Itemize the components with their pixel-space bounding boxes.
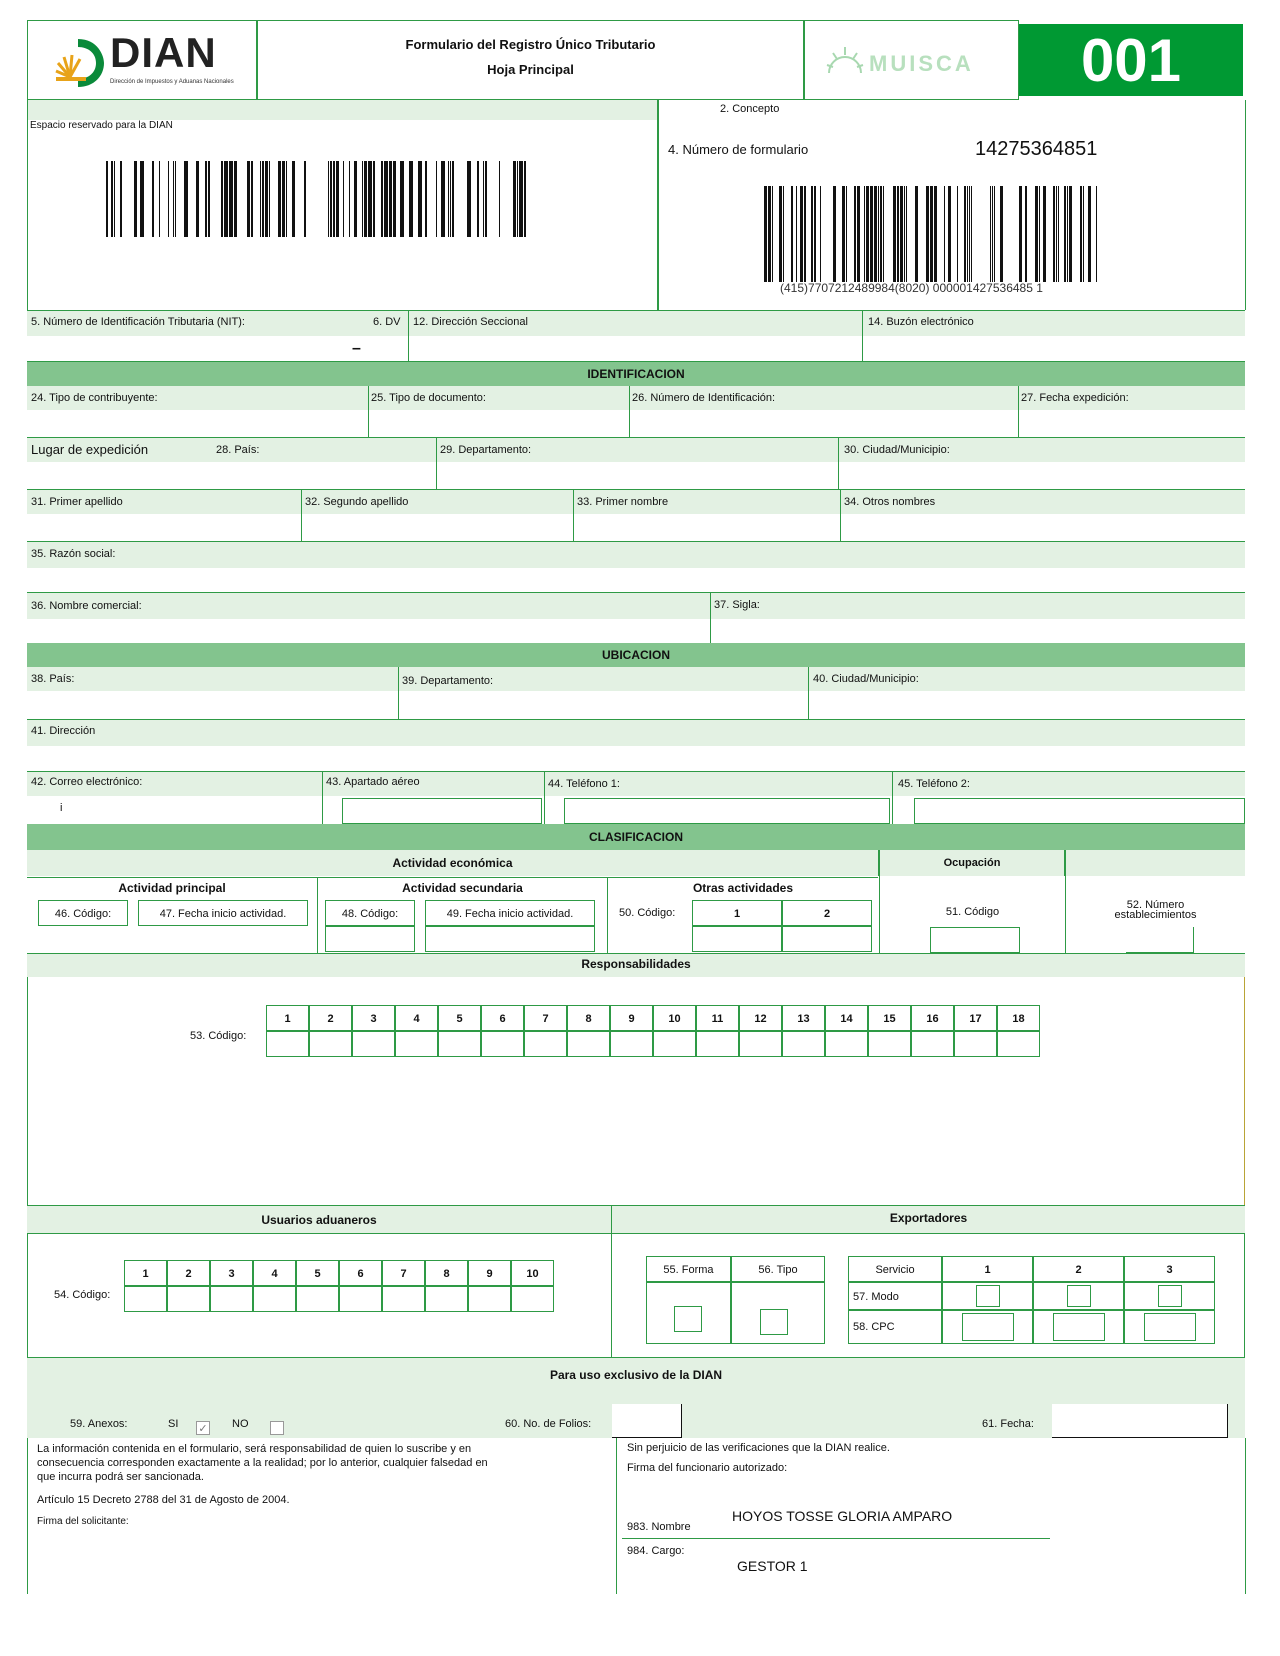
apartado-label: 43. Apartado aéreo <box>326 776 420 788</box>
usuarios-input-4[interactable] <box>253 1286 296 1312</box>
resp-header-10: 10 <box>653 1005 696 1031</box>
resp-input-6[interactable] <box>481 1031 524 1057</box>
ocupacion-header-filler <box>1066 850 1245 876</box>
tipo-contribuyente-label: 24. Tipo de contribuyente: <box>31 392 158 404</box>
fecha61-input[interactable] <box>1052 1404 1228 1438</box>
codigo53-label: 53. Código: <box>190 1030 247 1042</box>
resp-input-11[interactable] <box>696 1031 739 1057</box>
dian-logo-icon <box>48 31 108 91</box>
form-code: 001 <box>1080 27 1182 94</box>
resp-input-2[interactable] <box>309 1031 352 1057</box>
codigo48-label: 48. Código: <box>325 900 415 926</box>
actividad-secundaria-header: Actividad secundaria <box>318 877 607 897</box>
top-left-border <box>27 100 28 310</box>
anexos-si-label: SI <box>168 1418 179 1430</box>
row-36-div <box>710 593 711 643</box>
servicio-header-3: 3 <box>1124 1256 1215 1282</box>
footer-right-1: Sin perjuicio de las verificaciones que la DIAN realice. <box>627 1442 890 1454</box>
fecha61-label: 61. Fecha: <box>982 1418 1034 1430</box>
codigo46-label: 46. Código: <box>38 900 128 926</box>
resp-header-2: 2 <box>309 1005 352 1031</box>
codigo48-input[interactable] <box>325 926 415 952</box>
ubicacion-heading: UBICACION <box>27 643 1245 667</box>
tipo-input[interactable] <box>760 1309 788 1335</box>
responsabilidades-header: Responsabilidades <box>27 953 1245 977</box>
resp-header-15: 15 <box>868 1005 911 1031</box>
modo-label: 57. Modo <box>848 1282 942 1310</box>
departamento-39-label: 39. Departamento: <box>402 675 494 687</box>
exportadores-header: Exportadores <box>612 1205 1245 1233</box>
resp-header-9: 9 <box>610 1005 653 1031</box>
resp-header-17: 17 <box>954 1005 997 1031</box>
forma-label: 55. Forma <box>646 1256 731 1282</box>
footer-left-border <box>27 1438 28 1594</box>
ocupacion-header: Ocupación <box>880 850 1065 876</box>
top-right-border <box>1245 100 1246 310</box>
resp-input-15[interactable] <box>868 1031 911 1057</box>
form-number: 14275364851 <box>975 138 1098 160</box>
servicio-header-2: 2 <box>1033 1256 1124 1282</box>
clas-div-3 <box>879 850 880 953</box>
dian-logo-text: DIAN <box>110 29 217 76</box>
num-establecimientos-input[interactable] <box>1126 927 1194 953</box>
usuarios-input-1[interactable] <box>124 1286 167 1312</box>
razon-social-label: 35. Razón social: <box>31 548 116 560</box>
row-28-div-2 <box>838 438 839 490</box>
buzon-label: 14. Buzón electrónico <box>868 316 974 328</box>
resp-input-8[interactable] <box>567 1031 610 1057</box>
row-31-div-3 <box>840 490 841 542</box>
numero-identificacion-label: 26. Número de Identificación: <box>632 392 776 404</box>
fecha-expedicion-label: 27. Fecha expedición: <box>1021 392 1129 404</box>
cargo-label: 984. Cargo: <box>627 1545 685 1557</box>
footer-mid-border <box>616 1438 617 1594</box>
form-title-box <box>257 20 804 100</box>
footer-articulo: Artículo 15 Decreto 2788 del 31 de Agosto de 2004. <box>37 1494 290 1506</box>
footer-disclaimer-2: consecuencia corresponden exactamente a la realidad; por lo anterior, cualquier falsedad en <box>37 1457 488 1469</box>
row-41-band <box>27 720 1245 746</box>
actividad-economica-header: Actividad económica <box>27 850 879 876</box>
row-28-div-1 <box>436 438 437 490</box>
ids-div-2 <box>862 310 863 362</box>
firma-solicitante-label: Firma del solicitante: <box>37 1516 129 1527</box>
footer-disclaimer-3: que incurra podrá ser sancionada. <box>37 1471 204 1483</box>
servicio-modo-input-1[interactable] <box>976 1285 1000 1307</box>
sigla-label: 37. Sigla: <box>714 599 760 611</box>
fecha49-label: 49. Fecha inicio actividad. <box>425 900 595 926</box>
resp-input-7[interactable] <box>524 1031 567 1057</box>
nit-label: 5. Número de Identificación Tributaria (NIT): <box>31 316 245 328</box>
form-number-barcode <box>764 186 1098 282</box>
nombre-value: HOYOS TOSSE GLORIA AMPARO <box>732 1508 953 1524</box>
resp-header-13: 13 <box>782 1005 825 1031</box>
seccional-label: 12. Dirección Seccional <box>413 316 528 328</box>
anexos-no-label: NO <box>232 1418 249 1430</box>
ciudad-30-label: 30. Ciudad/Municipio: <box>844 444 950 456</box>
usuarios-header-2: 2 <box>167 1260 210 1286</box>
direccion-label: 41. Dirección <box>31 725 96 737</box>
resp-input-9[interactable] <box>610 1031 653 1057</box>
usuarios-input-8[interactable] <box>425 1286 468 1312</box>
usuarios-input-5[interactable] <box>296 1286 339 1312</box>
servicio-header-1: 1 <box>942 1256 1033 1282</box>
resp-header-5: 5 <box>438 1005 481 1031</box>
usuarios-header-1: 1 <box>124 1260 167 1286</box>
telefono2-label: 45. Teléfono 2: <box>898 778 970 790</box>
pais-38-label: 38. País: <box>31 673 75 685</box>
usuarios-aduaneros-header: Usuarios aduaneros <box>27 1205 612 1233</box>
resp-input-13[interactable] <box>782 1031 825 1057</box>
form-number-label: 4. Número de formulario <box>668 142 809 157</box>
segundo-apellido-label: 32. Segundo apellido <box>305 496 409 508</box>
form-title: Formulario del Registro Único Tributario <box>405 37 656 52</box>
codigo50-label: 50. Código: <box>619 907 676 919</box>
resp-input-16[interactable] <box>911 1031 954 1057</box>
resp-header-1: 1 <box>266 1005 309 1031</box>
servicio-modo-input-3[interactable] <box>1158 1285 1182 1307</box>
resp-input-10[interactable] <box>653 1031 696 1057</box>
nombre-label: 983. Nombre <box>627 1521 691 1533</box>
firma-funcionario-label: Firma del funcionario autorizado: <box>627 1462 788 1474</box>
tipo-documento-label: 25. Tipo de documento: <box>371 392 486 404</box>
footer-disclaimer-1: La información contenida en el formulario, será responsabilidad de quien lo suscribe y en <box>37 1443 472 1455</box>
row-35-band <box>27 542 1245 568</box>
row-38-band <box>27 667 1245 691</box>
usuarios-input-9[interactable] <box>468 1286 511 1312</box>
anexos-no-checkbox[interactable] <box>270 1421 284 1435</box>
row-28-band <box>27 438 1245 462</box>
reserved-space-label: Espacio reservado para la DIAN <box>30 120 173 131</box>
row-42-div-3 <box>892 772 893 824</box>
servicio-cpc-input-2[interactable] <box>1053 1313 1105 1341</box>
otras-input-2[interactable] <box>782 926 872 952</box>
concept-label: 2. Concepto <box>720 103 780 115</box>
row-42-band <box>27 772 1245 796</box>
muisca-sun-icon <box>825 43 865 79</box>
muisca-box <box>804 20 1019 100</box>
clasificacion-heading: CLASIFICACION <box>27 824 1245 850</box>
row-38-div-2 <box>808 667 809 719</box>
lugar-expedicion-label: Lugar de expedición <box>31 442 149 457</box>
num-establecimientos-label-2: establecimientos <box>1114 909 1197 921</box>
usuarios-header-3: 3 <box>210 1260 253 1286</box>
telefono2-input[interactable] <box>914 798 1245 824</box>
usuarios-header-8: 8 <box>425 1260 468 1286</box>
muisca-logo-text: MUISCA <box>869 51 974 76</box>
usuarios-input-6[interactable] <box>339 1286 382 1312</box>
aduana-div <box>611 1233 612 1358</box>
otras-col-2: 2 <box>782 900 872 926</box>
row-24-div-2 <box>629 386 630 438</box>
dian-barcode <box>106 161 526 237</box>
codigo54-label: 54. Código: <box>54 1289 111 1301</box>
folios-label: 60. No. de Folios: <box>505 1418 592 1430</box>
usuarios-header-4: 4 <box>253 1260 296 1286</box>
ciudad-40-label: 40. Ciudad/Municipio: <box>813 673 919 685</box>
ids-row-topline <box>27 310 1245 311</box>
resp-header-16: 16 <box>911 1005 954 1031</box>
row-38-div-1 <box>398 667 399 719</box>
forma-input[interactable] <box>674 1306 702 1332</box>
correo-label: 42. Correo electrónico: <box>31 776 143 788</box>
resp-input-3[interactable] <box>352 1031 395 1057</box>
resp-input-4[interactable] <box>395 1031 438 1057</box>
resp-input-17[interactable] <box>954 1031 997 1057</box>
ids-div-1 <box>408 310 409 362</box>
fecha47-label: 47. Fecha inicio actividad. <box>138 900 308 926</box>
usuarios-header-10: 10 <box>511 1260 554 1286</box>
resp-header-12: 12 <box>739 1005 782 1031</box>
cpc-label: 58. CPC <box>848 1310 942 1344</box>
identificacion-heading: IDENTIFICACION <box>27 362 1245 386</box>
row-31-div-2 <box>573 490 574 542</box>
usuarios-header-9: 9 <box>468 1260 511 1286</box>
usuarios-input-3[interactable] <box>210 1286 253 1312</box>
form-code-box <box>1019 24 1243 96</box>
resp-header-11: 11 <box>696 1005 739 1031</box>
actividad-principal-header: Actividad principal <box>27 877 317 897</box>
servicio-modo-input-2[interactable] <box>1067 1285 1091 1307</box>
resp-header-8: 8 <box>567 1005 610 1031</box>
resp-input-12[interactable] <box>739 1031 782 1057</box>
resp-header-6: 6 <box>481 1005 524 1031</box>
resp-header-4: 4 <box>395 1005 438 1031</box>
usuarios-input-2[interactable] <box>167 1286 210 1312</box>
pais-28-label: 28. País: <box>216 444 260 456</box>
resp-input-18[interactable] <box>997 1031 1040 1057</box>
row-31-div-1 <box>301 490 302 542</box>
usuarios-input-10[interactable] <box>511 1286 554 1312</box>
nombre-underline <box>622 1538 1050 1539</box>
dian-use-heading: Para uso exclusivo de la DIAN <box>549 1368 723 1382</box>
primer-apellido-label: 31. Primer apellido <box>31 496 123 508</box>
fecha49-input[interactable] <box>425 926 595 952</box>
servicio-label: Servicio <box>848 1256 942 1282</box>
resp-header-3: 3 <box>352 1005 395 1031</box>
codigo51-input[interactable] <box>930 927 1020 953</box>
dv-label: 6. DV <box>373 316 401 328</box>
correo-value: i <box>60 802 63 814</box>
departamento-29-label: 29. Departamento: <box>440 444 532 456</box>
resp-header-14: 14 <box>825 1005 868 1031</box>
usuarios-header-5: 5 <box>296 1260 339 1286</box>
anexos-si-checkbox[interactable]: ✓ <box>196 1421 210 1435</box>
otras-col-1: 1 <box>692 900 782 926</box>
otras-actividades-header: Otras actividades <box>608 877 878 897</box>
footer-right-border <box>1245 1438 1246 1594</box>
row-24-div-3 <box>1018 386 1019 438</box>
logo-box <box>27 20 257 100</box>
row-36-band <box>27 593 1245 619</box>
row-24-div-1 <box>368 386 369 438</box>
tipo-label: 56. Tipo <box>731 1256 825 1282</box>
otras-input-1[interactable] <box>692 926 782 952</box>
reserved-space-band <box>27 100 657 120</box>
barcode-human-readable: (415)7707212489984(8020) 000001427536485 1 <box>780 281 1043 295</box>
row-42-div-1 <box>322 772 323 824</box>
primer-nombre-label: 33. Primer nombre <box>577 496 669 508</box>
telefono1-label: 44. Teléfono 1: <box>548 778 620 790</box>
nit-dash: – <box>352 340 361 357</box>
resp-input-14[interactable] <box>825 1031 868 1057</box>
dian-tagline: Dirección de Impuestos y Aduanas Nacionales <box>110 79 234 85</box>
resp-header-18: 18 <box>997 1005 1040 1031</box>
resp-input-1[interactable] <box>266 1031 309 1057</box>
servicio-cpc-input-3[interactable] <box>1144 1313 1196 1341</box>
form-subtitle: Hoja Principal <box>487 62 574 77</box>
usuarios-header-7: 7 <box>382 1260 425 1286</box>
telefono1-input[interactable] <box>564 798 890 824</box>
servicio-cpc-input-1[interactable] <box>962 1313 1014 1341</box>
resp-header-7: 7 <box>524 1005 567 1031</box>
row-42-div-2 <box>544 772 545 824</box>
top-divider <box>657 100 659 310</box>
otros-nombres-label: 34. Otros nombres <box>844 496 936 508</box>
anexos-label: 59. Anexos: <box>70 1418 128 1430</box>
nombre-comercial-label: 36. Nombre comercial: <box>31 600 142 612</box>
cargo-value: GESTOR 1 <box>737 1558 808 1574</box>
resp-input-5[interactable] <box>438 1031 481 1057</box>
apartado-input[interactable] <box>342 798 542 824</box>
usuarios-header-6: 6 <box>339 1260 382 1286</box>
folios-input[interactable] <box>612 1404 682 1438</box>
clas-div-2 <box>607 877 608 953</box>
codigo51-label: 51. Código <box>945 906 1000 918</box>
num-establecimientos-label-1: 52. Número <box>1126 899 1185 911</box>
clas-div-1 <box>317 877 318 953</box>
usuarios-input-7[interactable] <box>382 1286 425 1312</box>
